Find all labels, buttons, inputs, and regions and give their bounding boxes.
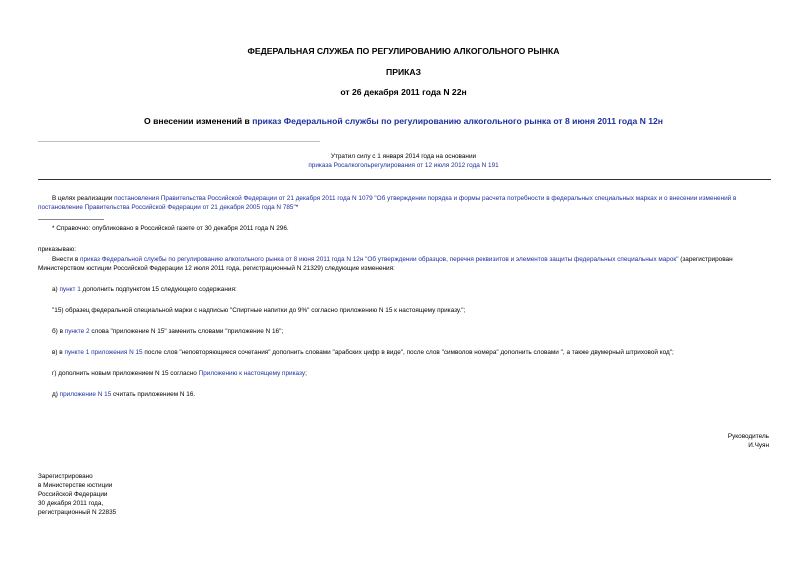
item-d-prefix: д) bbox=[52, 391, 60, 398]
item-b-prefix: б) в bbox=[52, 328, 65, 335]
registration-block bbox=[38, 472, 116, 517]
item-b bbox=[52, 327, 283, 336]
item-a-text: дополнить подпунктом 15 следующего содержания: bbox=[80, 286, 237, 293]
signature-name: И.Чуян bbox=[748, 442, 769, 449]
main-suffix: (зарегистрирован Министерством юстиции Российской Федерации 12 июля 2011 года, регистрационный N 21329) следующие изменения: bbox=[38, 256, 733, 272]
item-g-link[interactable]: Приложению к настоящему приказу bbox=[198, 370, 306, 377]
item-g-text: ; bbox=[305, 370, 307, 377]
item-a bbox=[52, 285, 237, 294]
main-link[interactable]: приказ Федеральной службы по регулированию алкогольного рынка от 8 июня 2011 года N 12н "Об утверждении образцов, перечня реквизитов и элементов защиты федеральных специальных марок" bbox=[79, 256, 679, 263]
item-d-link[interactable]: приложение N 15 bbox=[59, 391, 112, 398]
item-b-text: слова "приложение N 15" заменить словами "приложение N 16"; bbox=[89, 328, 284, 335]
preamble-suffix: * bbox=[295, 204, 299, 211]
preamble-link[interactable]: постановления Правительства Российской Федерации от 21 декабря 2011 года N 1079 "Об утверждении порядка и формы расчета потребности в федеральных специальных марках и о внесении изменений в постановление Правительства Российской Федерации от 21 декабря 2005 года N 785" bbox=[38, 195, 737, 211]
item-g-prefix: г) дополнить новым приложением N 15 согласно bbox=[52, 370, 199, 377]
orders-label: приказываю: bbox=[38, 246, 76, 253]
short-divider bbox=[38, 141, 320, 142]
preamble-prefix: В целях реализации bbox=[52, 195, 115, 202]
main-paragraph bbox=[38, 255, 771, 273]
registration-line-5: регистрационный N 22835 bbox=[38, 509, 117, 516]
item-a-prefix: а) bbox=[52, 286, 60, 293]
main-prefix: Внести в bbox=[52, 256, 80, 263]
item-d-text: считать приложением N 16. bbox=[111, 391, 196, 398]
item-v-link-2[interactable]: приложения N 15 bbox=[91, 349, 143, 356]
item-b-link[interactable]: пункте 2 bbox=[64, 328, 90, 335]
document-title bbox=[0, 116, 807, 126]
registration-line-1: Зарегистрировано bbox=[38, 473, 93, 480]
status-note bbox=[0, 153, 807, 170]
preamble-paragraph bbox=[38, 194, 771, 212]
registration-line-4: 30 декабря 2011 года, bbox=[38, 500, 104, 507]
footnote: * Справочно: опубликовано в Российской газете от 30 декабря 2011 года N 296. bbox=[52, 225, 289, 232]
item-a-link[interactable]: пункт 1 bbox=[59, 286, 81, 293]
document-type: ПРИКАЗ bbox=[386, 67, 421, 77]
footnote-divider bbox=[38, 219, 104, 220]
status-line-1: Утратил силу с 1 января 2014 года на основании bbox=[330, 153, 477, 160]
signature-role: Руководитель bbox=[727, 433, 769, 440]
item-v-prefix: в) в bbox=[52, 349, 65, 356]
registration-line-3: Российской Федерации bbox=[38, 491, 108, 498]
title-prefix: О внесении изменений в bbox=[144, 116, 253, 126]
status-link[interactable]: приказа Росалкогольрегулирования от 12 июля 2012 года N 191 bbox=[308, 161, 499, 169]
item-g bbox=[52, 369, 307, 378]
item-v-text: после слов "неповторяющиеся сочетания" дополнить словами "арабских цифр в виде", после слов "символов номера" дополнить словами ", а также двумерный штриховой код"; bbox=[142, 349, 674, 356]
item-d bbox=[52, 390, 195, 399]
long-divider bbox=[38, 179, 771, 180]
title-link[interactable]: приказ Федеральной службы по регулированию алкогольного рынка от 8 июня 2011 года N 12н bbox=[252, 116, 663, 126]
item-v bbox=[52, 348, 777, 357]
item-v-link-1[interactable]: пункте 1 bbox=[64, 349, 90, 356]
item-a-quote: "15) образец федеральной специальной марки с надписью "Спиртные напитки до 9%" согласно приложению N 15 к настоящему приказу."; bbox=[52, 307, 466, 314]
document-date-number: от 26 декабря 2011 года N 22н bbox=[340, 87, 467, 97]
agency-name: ФЕДЕРАЛЬНАЯ СЛУЖБА ПО РЕГУЛИРОВАНИЮ АЛКОГОЛЬНОГО РЫНКА bbox=[247, 46, 560, 56]
registration-line-2: в Министерстве юстиции bbox=[38, 482, 113, 489]
